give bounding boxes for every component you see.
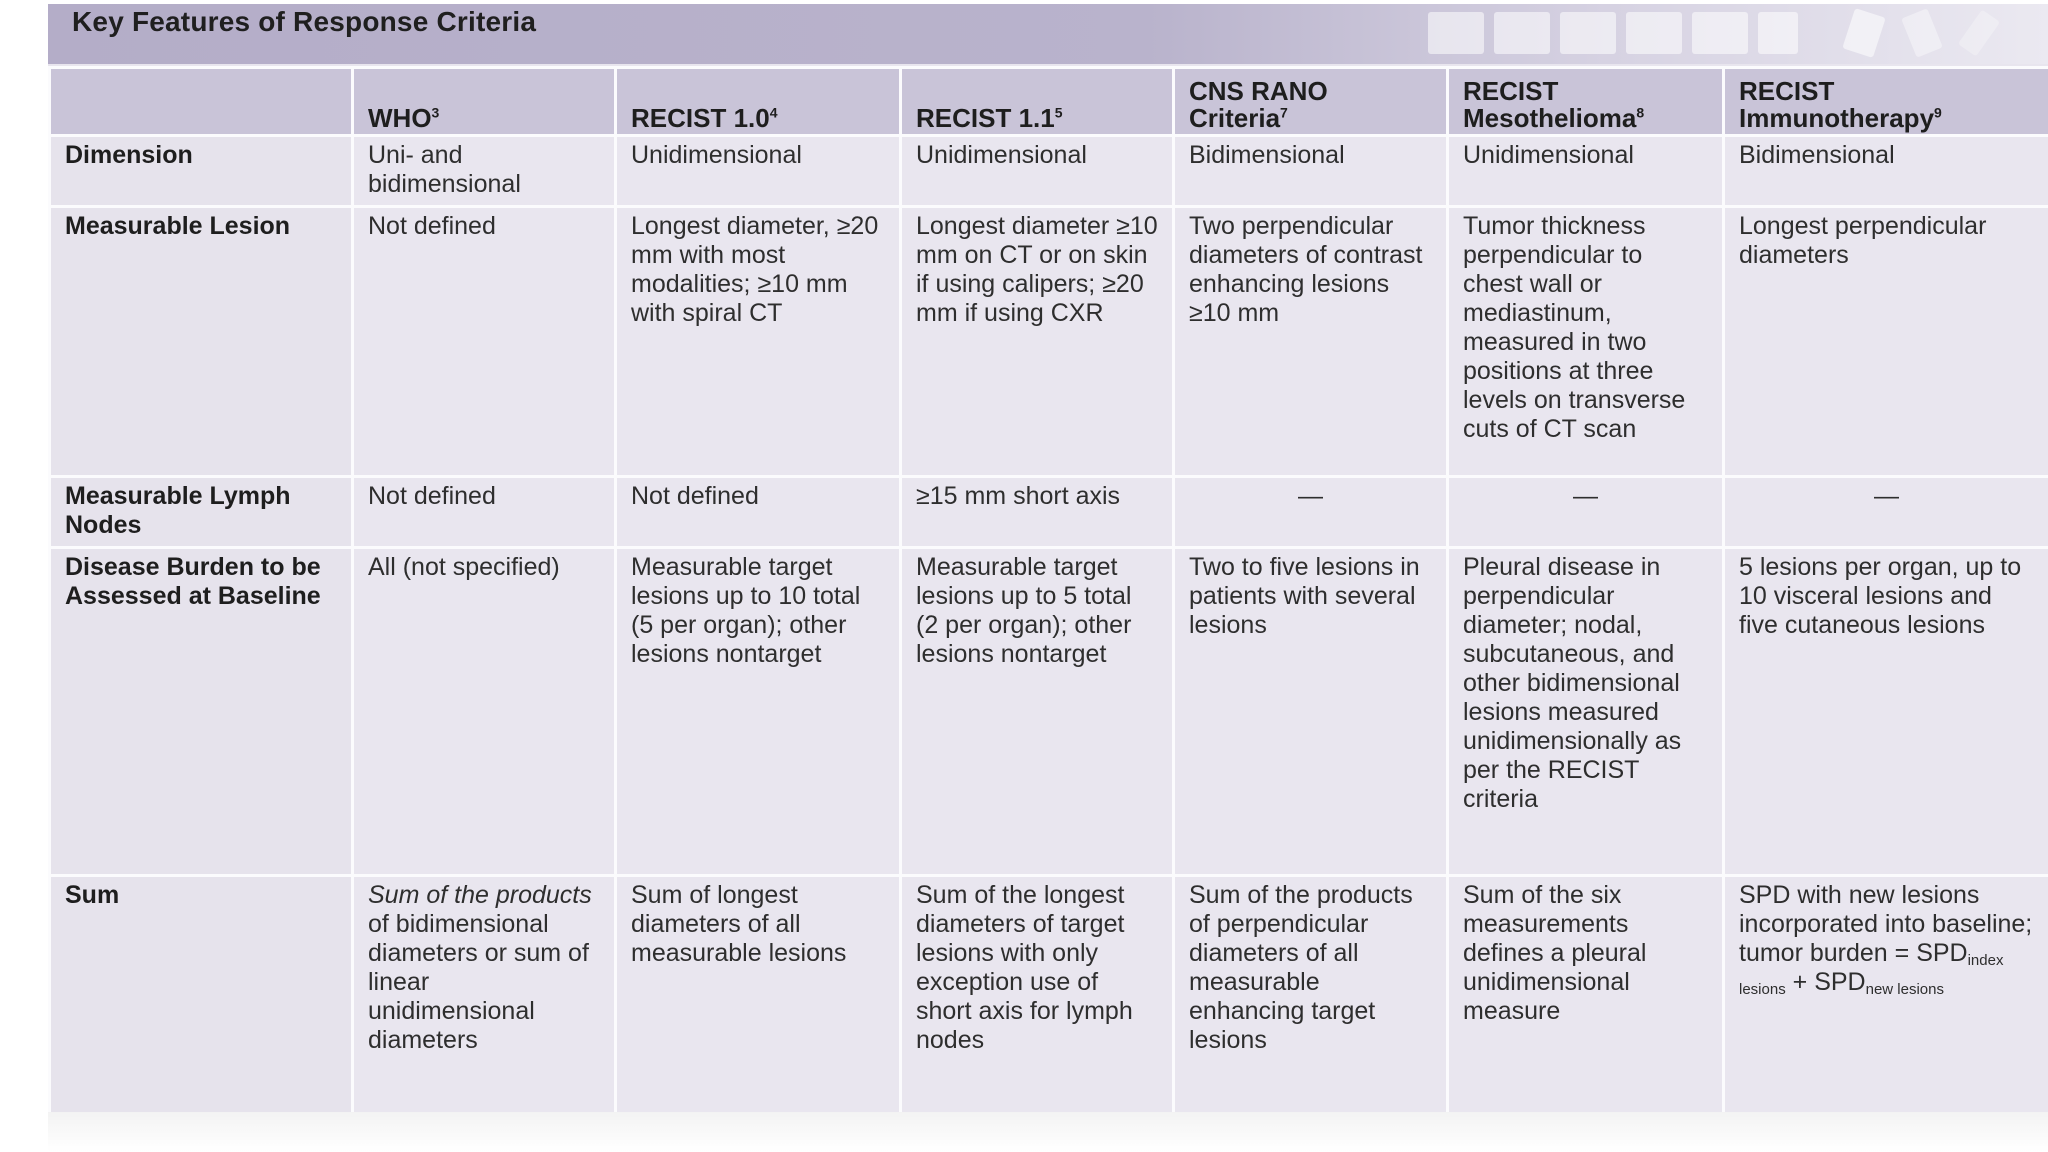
decorative-block [1560, 12, 1616, 54]
table-cell: Sum of longest diameters of all measurable lesions [616, 876, 901, 1119]
cell-text: of bidimensional diameters or sum of linear unidimensional diameters [368, 910, 589, 1054]
row-label: Measurable Lesion [50, 207, 353, 477]
decorative-block [1901, 8, 1943, 57]
table-cell: Two to five lesions in patients with several lesions [1174, 548, 1448, 876]
table-title: Key Features of Response Criteria [72, 6, 537, 37]
table-cell: Unidimensional [901, 136, 1174, 207]
decorative-block [1758, 12, 1798, 54]
table-cell: Unidimensional [616, 136, 901, 207]
criteria-table-figure [48, 4, 2048, 1114]
table-cell: Uni- and bidimensional [353, 136, 616, 207]
decorative-block [1494, 12, 1550, 54]
table-cell: Not defined [353, 477, 616, 548]
header-recist-1-1: RECIST $1.1^5$ [901, 68, 1174, 136]
table-cell: Bidimensional [1724, 136, 2048, 207]
row-measurable-lymph-nodes [50, 477, 2048, 548]
row-label: Disease Burden to be Assessed at Baseline [50, 548, 353, 876]
table-cell: Measurable target lesions up to 10 total (5 per organ); other lesions nontarget [616, 548, 901, 876]
bottom-shadow [48, 1112, 2048, 1152]
table-cell: Longest perpendicular diameters [1724, 207, 2048, 477]
row-label: Dimension [50, 136, 353, 207]
row-sum [50, 876, 2048, 1119]
table-cell: Not defined [353, 207, 616, 477]
row-label: Sum [50, 876, 353, 1119]
decorative-block [1692, 12, 1748, 54]
table-cell: Sum of the products of perpendicular diameters of all measurable enhancing target lesions [1174, 876, 1448, 1119]
table-cell: — [1174, 477, 1448, 548]
table-cell: ≥15 mm short axis [901, 477, 1174, 548]
table-cell: All (not specified) [353, 548, 616, 876]
table-cell: Longest diameter, ≥20 mm with most modalities; ≥10 mm with spiral CT [616, 207, 901, 477]
italic-text: Sum of the products [368, 881, 592, 909]
row-dimension [50, 136, 2048, 207]
table-cell: Measurable target lesions up to 5 total (2 per organ); other lesions nontarget [901, 548, 1174, 876]
decorative-block [1958, 9, 2000, 56]
table-cell: — [1448, 477, 1724, 548]
table-cell: 5 lesions per organ, up to 10 visceral lesions and five cutaneous lesions [1724, 548, 2048, 876]
table-cell: Longest diameter ≥10 mm on CT or on skin if using calipers; ≥20 mm if using CXR [901, 207, 1174, 477]
header-recist-1-0: RECIST $1.0^4$ [616, 68, 901, 136]
table-cell: Sum of the six measurements defines a pleural unidimensional measure [1448, 876, 1724, 1119]
table-cell: Tumor thickness perpendicular to chest wall or mediastinum, measured in two positions at three levels on transverse cuts of CT scan [1448, 207, 1724, 477]
decorative-block [1626, 12, 1682, 54]
table-cell [353, 876, 616, 1119]
table-cell: Bidimensional [1174, 136, 1448, 207]
row-label: Measurable Lymph Nodes [50, 477, 353, 548]
header-cns-rano: CNS RANO Criteria$^7$ [1174, 68, 1448, 136]
table-cell: Unidimensional [1448, 136, 1724, 207]
row-disease-burden [50, 548, 2048, 876]
title-bar [48, 4, 2048, 64]
response-criteria-table [48, 66, 2048, 1120]
row-measurable-lesion [50, 207, 2048, 477]
header-who: WHO$^3$ [353, 68, 616, 136]
header-recist-immunotherapy: RECIST Immunotherapy$^9$ [1724, 68, 2048, 136]
header-recist-mesothelioma: RECIST Mesothelioma$^8$ [1448, 68, 1724, 136]
table-cell: Two perpendicular diameters of contrast enhancing lesions ≥10 mm [1174, 207, 1448, 477]
table-cell: Not defined [616, 477, 901, 548]
decorative-block [1842, 8, 1885, 58]
table-cell: Pleural disease in perpendicular diameter; nodal, subcutaneous, and other bidimensional lesions measured unidimensionally as per the RECIST criteria [1448, 548, 1724, 876]
table-cell: Sum of the longest diameters of target lesions with only exception use of short axis for lymph nodes [901, 876, 1174, 1119]
header-corner [50, 68, 353, 136]
cell-text: SPD with new lesions incorporated into baseline; tumor burden = [1739, 881, 2033, 967]
decorative-block [1428, 12, 1484, 54]
table-cell: SPD with new lesions incorporated into baseline; tumor burden = $SPD_{index lesions} + SPD_{new lesions}$ [1724, 876, 2048, 1119]
table-cell: — [1724, 477, 2048, 548]
